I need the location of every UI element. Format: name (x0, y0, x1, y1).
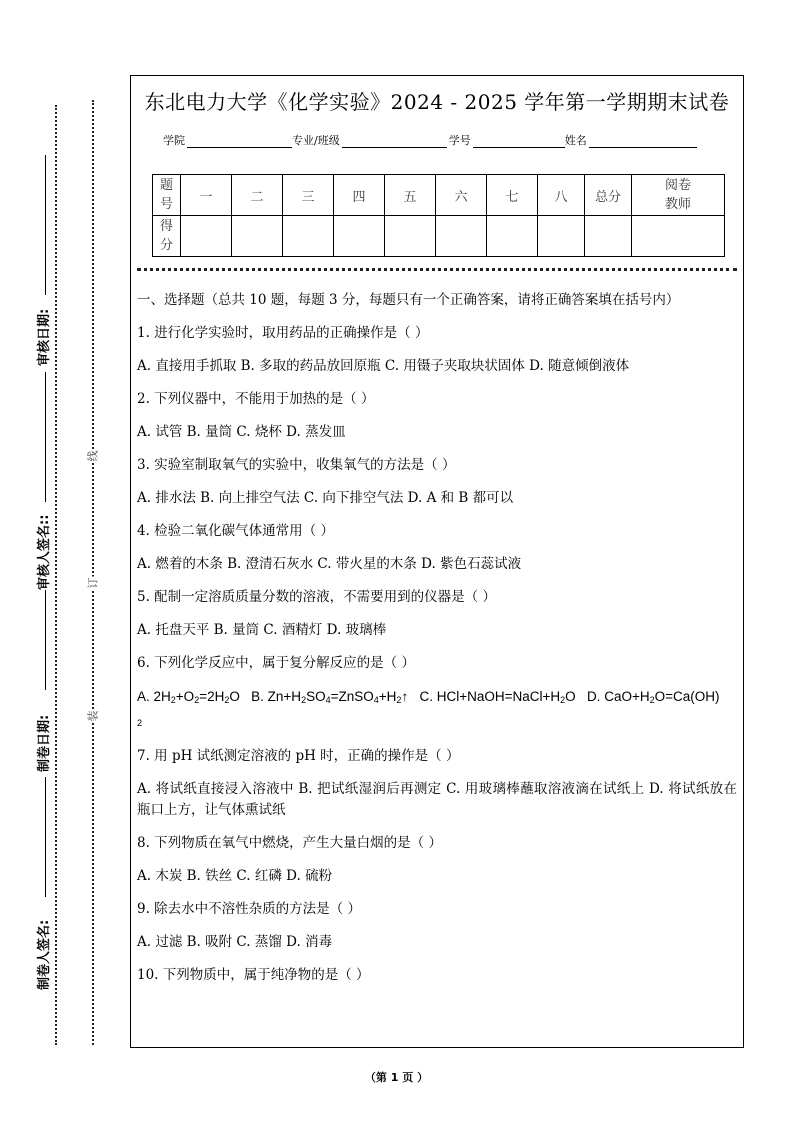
college-label: 学院 (163, 134, 185, 147)
student-info-row (163, 132, 697, 148)
page-number: （第 1 页 ） (364, 1071, 429, 1084)
binding-margin (0, 0, 130, 1060)
score-table-score-row (153, 216, 725, 257)
exam-page-frame (130, 75, 744, 1048)
review-date-label: 审核日期: (37, 308, 52, 366)
formula-sub: 2 (194, 695, 200, 705)
question-2-stem: 2. 下列仪器中，不能用于加热的是（ ） (137, 391, 375, 407)
question-9-stem: 9. 除去水中不溶性杂质的方法是（ ） (137, 901, 361, 917)
formula-sub: 4 (325, 695, 331, 705)
formula-part: =2H (199, 689, 225, 704)
question-2-options: A. 试管 B. 量筒 C. 烧杯 D. 蒸发皿 (137, 424, 346, 440)
formula-sub: 4 (373, 695, 379, 705)
col-header-3: 三 (283, 175, 334, 216)
option-c-label: C. (419, 689, 437, 704)
formula-part: =ZnSO (330, 689, 374, 704)
grader-header-line: 教师 (664, 197, 691, 212)
score-cell-1[interactable] (181, 216, 232, 257)
score-cell-7[interactable] (487, 216, 538, 257)
inner-dotted-line (92, 100, 94, 1045)
formula-part: +O (175, 689, 195, 704)
question-8-stem: 8. 下列物质在氧气中燃烧，产生大量白烟的是（ ） (137, 835, 442, 851)
formula-sub: 2 (137, 718, 143, 728)
review-date-line (45, 155, 46, 295)
question-4-options: A. 燃着的木条 B. 澄清石灰水 C. 带火星的木条 D. 紫色石蕊试液 (137, 556, 522, 572)
formula-sub: 2 (649, 695, 655, 705)
score-table-header-row (153, 175, 725, 216)
preparer-signature-line (45, 777, 46, 897)
option-a-label: A. (137, 689, 154, 704)
outer-dotted-line (55, 105, 57, 1045)
seal-char-staple: 装 (86, 710, 100, 722)
formula-sub: 2 (560, 695, 566, 705)
question-3-options: A. 排水法 B. 向上排空气法 C. 向下排空气法 D. A 和 B 都可以 (137, 490, 514, 506)
col-header-1: 一 (181, 175, 232, 216)
header-char: 题 (159, 178, 173, 193)
grader-header-line: 阅卷 (664, 178, 691, 193)
formula-part: SO (306, 689, 326, 704)
formula-sub: 2 (396, 695, 402, 705)
question-10-stem: 10. 下列物质中，属于纯净物的是（ ） (137, 967, 370, 983)
student-id-field[interactable] (473, 135, 565, 148)
major-class-field[interactable] (342, 135, 447, 148)
formula-sub: 2 (301, 695, 307, 705)
formula-part: +H (378, 689, 397, 704)
col-header-8: 八 (538, 175, 585, 216)
question-6-stem: 6. 下列化学反应中，属于复分解反应的是（ ） (137, 655, 415, 671)
score-cell-4[interactable] (334, 216, 385, 257)
question-1-stem: 1. 进行化学实验时，取用药品的正确操作是（ ） (137, 325, 429, 341)
major-class-label: 专业/班级 (292, 134, 340, 147)
score-table (152, 174, 725, 257)
prepare-date-line (45, 590, 46, 690)
header-char: 号 (159, 197, 173, 212)
score-cell-6[interactable] (436, 216, 487, 257)
header-char: 得 (159, 219, 173, 234)
name-label: 姓名 (564, 134, 587, 147)
option-b-label: B. (251, 689, 268, 704)
dotted-separator (137, 268, 737, 271)
seal-char-bind: 订 (86, 577, 100, 589)
formula-sub: 2 (170, 695, 176, 705)
seal-char-line: 线 (86, 450, 100, 462)
question-7-options: A. 将试纸直接浸入溶液中 B. 把试纸湿润后再测定 C. 用玻璃棒蘸取溶液滴在试纸上 D. 将试纸放在瓶口上方，让气体熏试纸 (137, 781, 737, 818)
col-header-6: 六 (436, 175, 487, 216)
section-multiple-choice (137, 290, 737, 998)
col-header-4: 四 (334, 175, 385, 216)
option-d-label: D. (586, 689, 605, 704)
formula-part: HCl+NaOH=NaCl+H (436, 689, 561, 704)
reviewer-signature-label: 审核人签名:: (37, 514, 52, 590)
reviewer-signature-line (45, 372, 46, 502)
col-header-5: 五 (385, 175, 436, 216)
college-field[interactable] (187, 135, 292, 148)
question-6-options (137, 686, 737, 734)
score-row-header (153, 216, 181, 257)
section-heading: 一、选择题（总共 10 题，每题 3 分，每题只有一个正确答案，请将正确答案填在括号内） (137, 292, 680, 308)
score-cell-8[interactable] (538, 216, 585, 257)
col-header-7: 七 (487, 175, 538, 216)
col-header-total: 总分 (585, 175, 632, 216)
score-cell-2[interactable] (232, 216, 283, 257)
formula-part: O (565, 689, 576, 704)
question-8-options: A. 木炭 B. 铁丝 C. 红磷 D. 硫粉 (137, 868, 333, 884)
header-char: 分 (159, 238, 173, 253)
prepare-date-label: 制卷日期: (37, 714, 52, 772)
formula-sub: 2 (224, 695, 230, 705)
exam-title: 东北电力大学《化学实验》2024 - 2025 学年第一学期期末试卷 (144, 90, 730, 114)
col-header-2: 二 (232, 175, 283, 216)
student-id-label: 学号 (448, 134, 471, 147)
formula-part: 2H (153, 689, 171, 704)
question-1-options: A. 直接用手抓取 B. 多取的药品放回原瓶 C. 用镊子夹取块状固体 D. 随意倾倒液体 (137, 358, 630, 374)
question-number-header (153, 175, 181, 216)
score-cell-3[interactable] (283, 216, 334, 257)
question-5-stem: 5. 配制一定溶质质量分数的溶液，不需要用到的仪器是（ ） (137, 589, 496, 605)
name-field[interactable] (589, 135, 697, 148)
up-arrow-icon: ↑ (401, 689, 409, 704)
preparer-signature-label: 制卷人签名: (37, 919, 52, 990)
formula-part: Zn+H (267, 689, 302, 704)
formula-part: CaO+H (604, 689, 650, 704)
grader-cell[interactable] (632, 216, 725, 257)
score-cell-total[interactable] (585, 216, 632, 257)
grader-header (632, 175, 725, 216)
question-3-stem: 3. 实验室制取氧气的实验中，收集氧气的方法是（ ） (137, 457, 456, 473)
formula-part: O (229, 689, 240, 704)
question-5-options: A. 托盘天平 B. 量筒 C. 酒精灯 D. 玻璃棒 (137, 622, 387, 638)
formula-part: O=Ca(OH) (654, 689, 720, 704)
score-cell-5[interactable] (385, 216, 436, 257)
question-9-options: A. 过滤 B. 吸附 C. 蒸馏 D. 消毒 (137, 934, 333, 950)
question-4-stem: 4. 检验二氧化碳气体通常用（ ） (137, 523, 334, 539)
question-7-stem: 7. 用 pH 试纸测定溶液的 pH 时，正确的操作是（ ） (137, 748, 460, 764)
